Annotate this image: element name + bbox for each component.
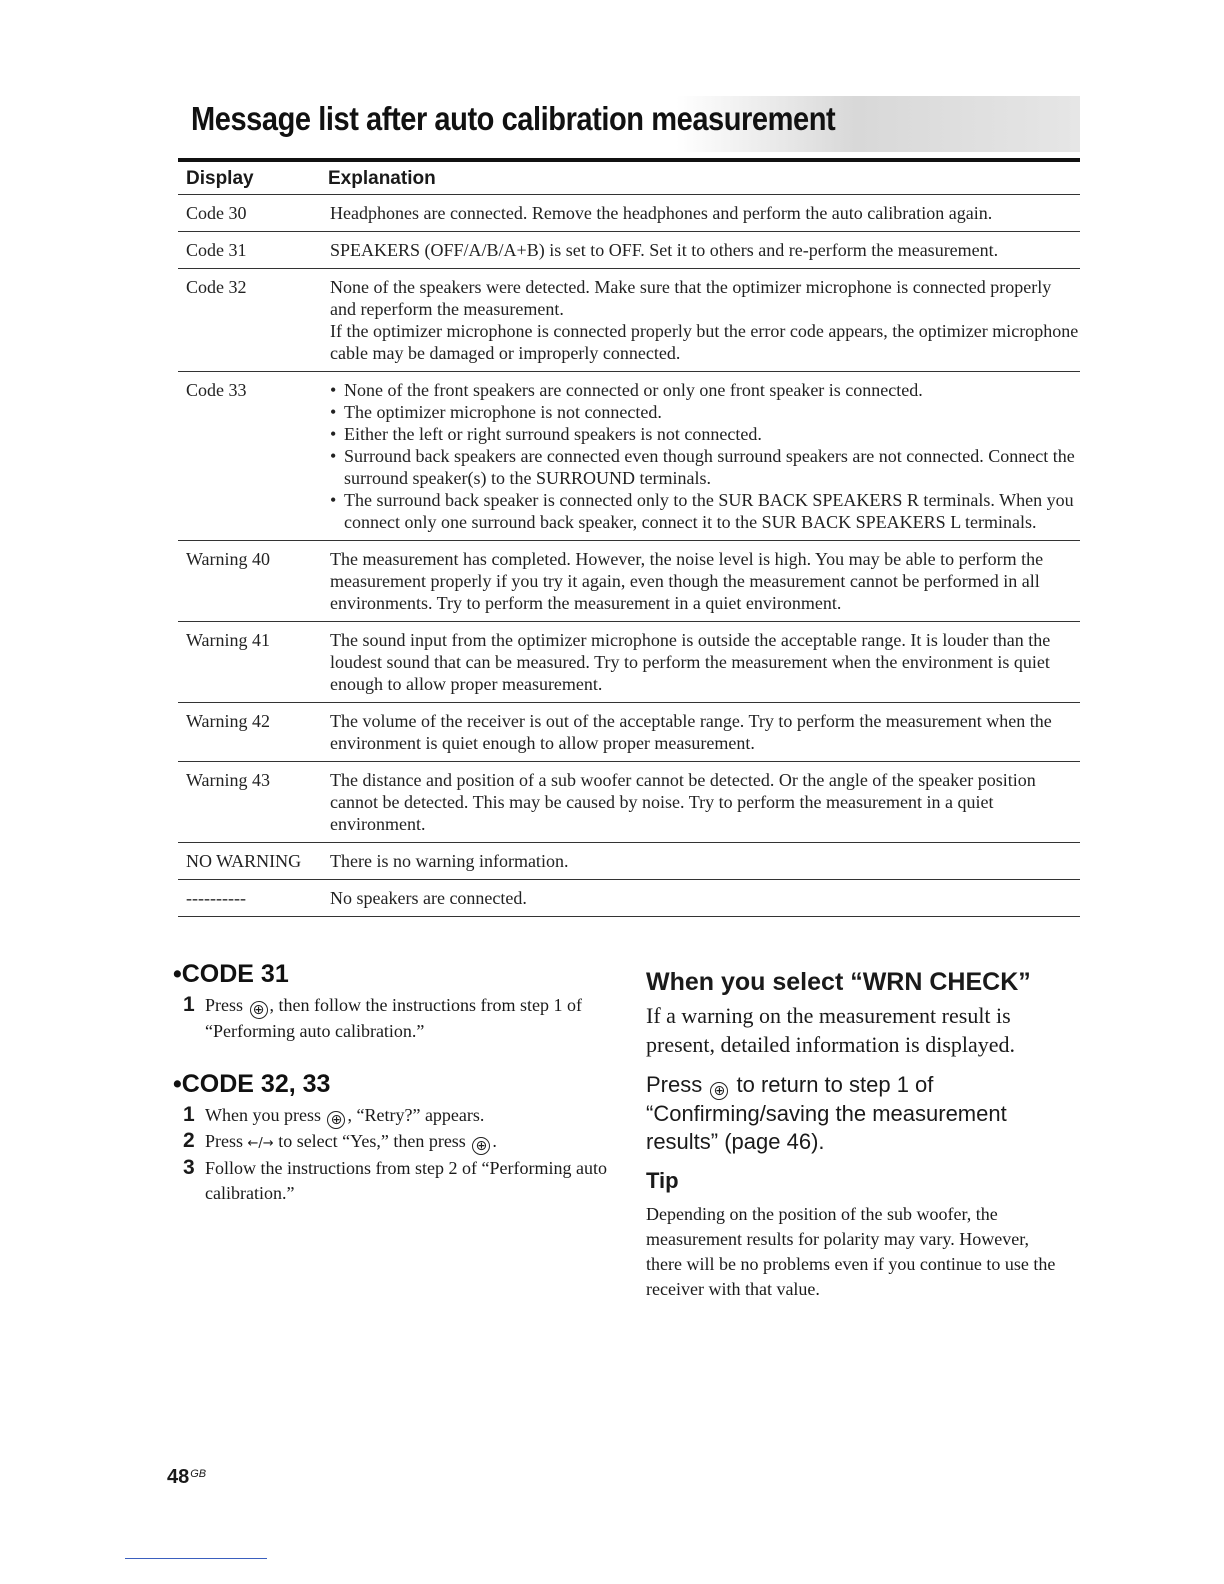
explanation — [320, 269, 1080, 372]
explanation-text: The sound input from the optimizer microphone is outside the acceptable range. It is louder than the loudest sound that can be measured. Try to perform the measurement when the environment is quiet enough to allow proper measurement. — [330, 630, 1051, 694]
explanation-text: The distance and position of a sub woofer cannot be detected. Or the angle of the speaker position cannot be detected. This may be caused by noise. Try to perform the measurement in a quiet environment. — [330, 770, 1036, 834]
step-number: 1 — [183, 993, 195, 1016]
display-code: Warning 40 — [178, 541, 320, 622]
table-row — [178, 269, 1080, 372]
explanation — [320, 232, 1080, 269]
bullet-item: • None of the front speakers are connected or only one front speaker is connected. — [330, 379, 1080, 401]
explanation — [320, 195, 1080, 232]
right-column — [646, 968, 1066, 1302]
bullet-item: • The surround back speaker is connected only to the SUR BACK SPEAKERS R terminals. When you connect only one surround back speaker, connect it to the SUR BACK SPEAKERS L terminals. — [330, 489, 1080, 533]
display-code: Code 33 — [178, 372, 320, 541]
explanation — [320, 762, 1080, 843]
step-item — [173, 993, 613, 1044]
page-number-value: 48 — [167, 1466, 190, 1488]
code3233-heading: •CODE 32, 33 — [173, 1070, 331, 1098]
code3233-steps — [173, 1103, 613, 1206]
display-code: Warning 41 — [178, 622, 320, 703]
step-text: to select “Yes,” then press — [278, 1131, 466, 1151]
page-title: Message list after auto calibration measurement — [191, 100, 836, 137]
explanation-text: Headphones are connected. Remove the headphones and perform the auto calibration again. — [330, 203, 993, 223]
table-row — [178, 703, 1080, 762]
display-code: Warning 42 — [178, 703, 320, 762]
table-row — [178, 762, 1080, 843]
display-code: Code 30 — [178, 195, 320, 232]
header-explanation: Explanation — [320, 160, 1080, 195]
step-text: When you press — [205, 1105, 321, 1125]
enter-button-icon: ⊕ — [710, 1082, 728, 1100]
explanation-text: No speakers are connected. — [330, 888, 527, 908]
wrn-check-press — [646, 1071, 1066, 1156]
explanation-text: SPEAKERS (OFF/A/B/A+B) is set to OFF. Set it to others and re-perform the measurement. — [330, 240, 999, 260]
explanation-text: The volume of the receiver is out of the acceptable range. Try to perform the measurement when the environment is quiet enough to allow proper measurement. — [330, 711, 1052, 753]
explanation-text: If the optimizer microphone is connected properly but the error code appears, the optimizer microphone cable may be damaged or improperly connected. — [330, 321, 1079, 363]
step-text: , then follow the instructions from step 1 of “Performing auto calibration.” — [205, 995, 582, 1041]
display-code: Warning 43 — [178, 762, 320, 843]
table-row — [178, 541, 1080, 622]
bullet-item: • Surround back speakers are connected even though surround speakers are not connected. Connect the surround speaker(s) to the SURROUND terminals. — [330, 445, 1080, 489]
step-item — [173, 1103, 613, 1129]
explanation — [320, 372, 1080, 541]
code31-heading: •CODE 31 — [173, 960, 289, 988]
display-code: Code 31 — [178, 232, 320, 269]
table-row — [178, 880, 1080, 917]
footer-rule — [125, 1558, 267, 1559]
press-text: Press — [646, 1072, 703, 1097]
wrn-check-body: If a warning on the measurement result is present, detailed information is displayed. — [646, 1003, 1016, 1057]
enter-button-icon: ⊕ — [472, 1137, 490, 1155]
explanation-text: There is no warning information. — [330, 851, 569, 871]
step-text: , “Retry?” appears. — [347, 1105, 485, 1125]
display-code: NO WARNING — [178, 843, 320, 880]
message-table — [178, 158, 1080, 917]
page-number-suffix: GB — [190, 1468, 207, 1480]
wrn-check-heading: When you select “WRN CHECK” — [646, 968, 1031, 996]
left-right-arrows-icon: ←/→ — [247, 1136, 274, 1151]
table-row — [178, 843, 1080, 880]
display-code: Code 32 — [178, 269, 320, 372]
bullet-list — [330, 379, 1080, 533]
explanation-text: None of the speakers were detected. Make sure that the optimizer microphone is connected properly and reperform the measurement. — [330, 277, 1052, 319]
left-column — [173, 960, 613, 1232]
table-row — [178, 195, 1080, 232]
code31-steps — [173, 993, 613, 1044]
header-display: Display — [178, 160, 320, 195]
explanation — [320, 703, 1080, 762]
explanation — [320, 541, 1080, 622]
tip-heading: Tip — [646, 1168, 679, 1193]
explanation-text: The measurement has completed. However, the noise level is high. You may be able to perform the measurement properly if you try it again, even though the measurement cannot be performed in all environments. Try to perform the measurement in a quiet environment. — [330, 549, 1044, 613]
step-number: 2 — [183, 1129, 195, 1152]
table-row — [178, 372, 1080, 541]
enter-button-icon: ⊕ — [250, 1001, 268, 1019]
step-text: Follow the instructions from step 2 of “Performing auto calibration.” — [205, 1158, 607, 1203]
table-row — [178, 622, 1080, 703]
explanation — [320, 843, 1080, 880]
tip-body: Depending on the position of the sub woofer, the measurement results for polarity may vary. However, there will be no problems even if you continue to use the receiver with that value. — [646, 1204, 1056, 1299]
table-row — [178, 232, 1080, 269]
display-code: ---------- — [178, 880, 320, 917]
step-item — [173, 1129, 613, 1156]
step-text: . — [492, 1131, 497, 1151]
explanation — [320, 622, 1080, 703]
step-text: Press — [205, 1131, 244, 1151]
step-number: 3 — [183, 1156, 195, 1179]
bullet-item: • Either the left or right surround speakers is not connected. — [330, 423, 1080, 445]
press-text: to return to step 1 of “Confirming/saving the measurement results” (page 46). — [646, 1072, 1007, 1154]
explanation — [320, 880, 1080, 917]
step-item — [173, 1156, 613, 1206]
enter-button-icon: ⊕ — [327, 1111, 345, 1129]
step-text: Press — [205, 995, 244, 1015]
page-number — [167, 1466, 206, 1489]
bullet-item: • The optimizer microphone is not connected. — [330, 401, 1080, 423]
step-number: 1 — [183, 1103, 195, 1126]
